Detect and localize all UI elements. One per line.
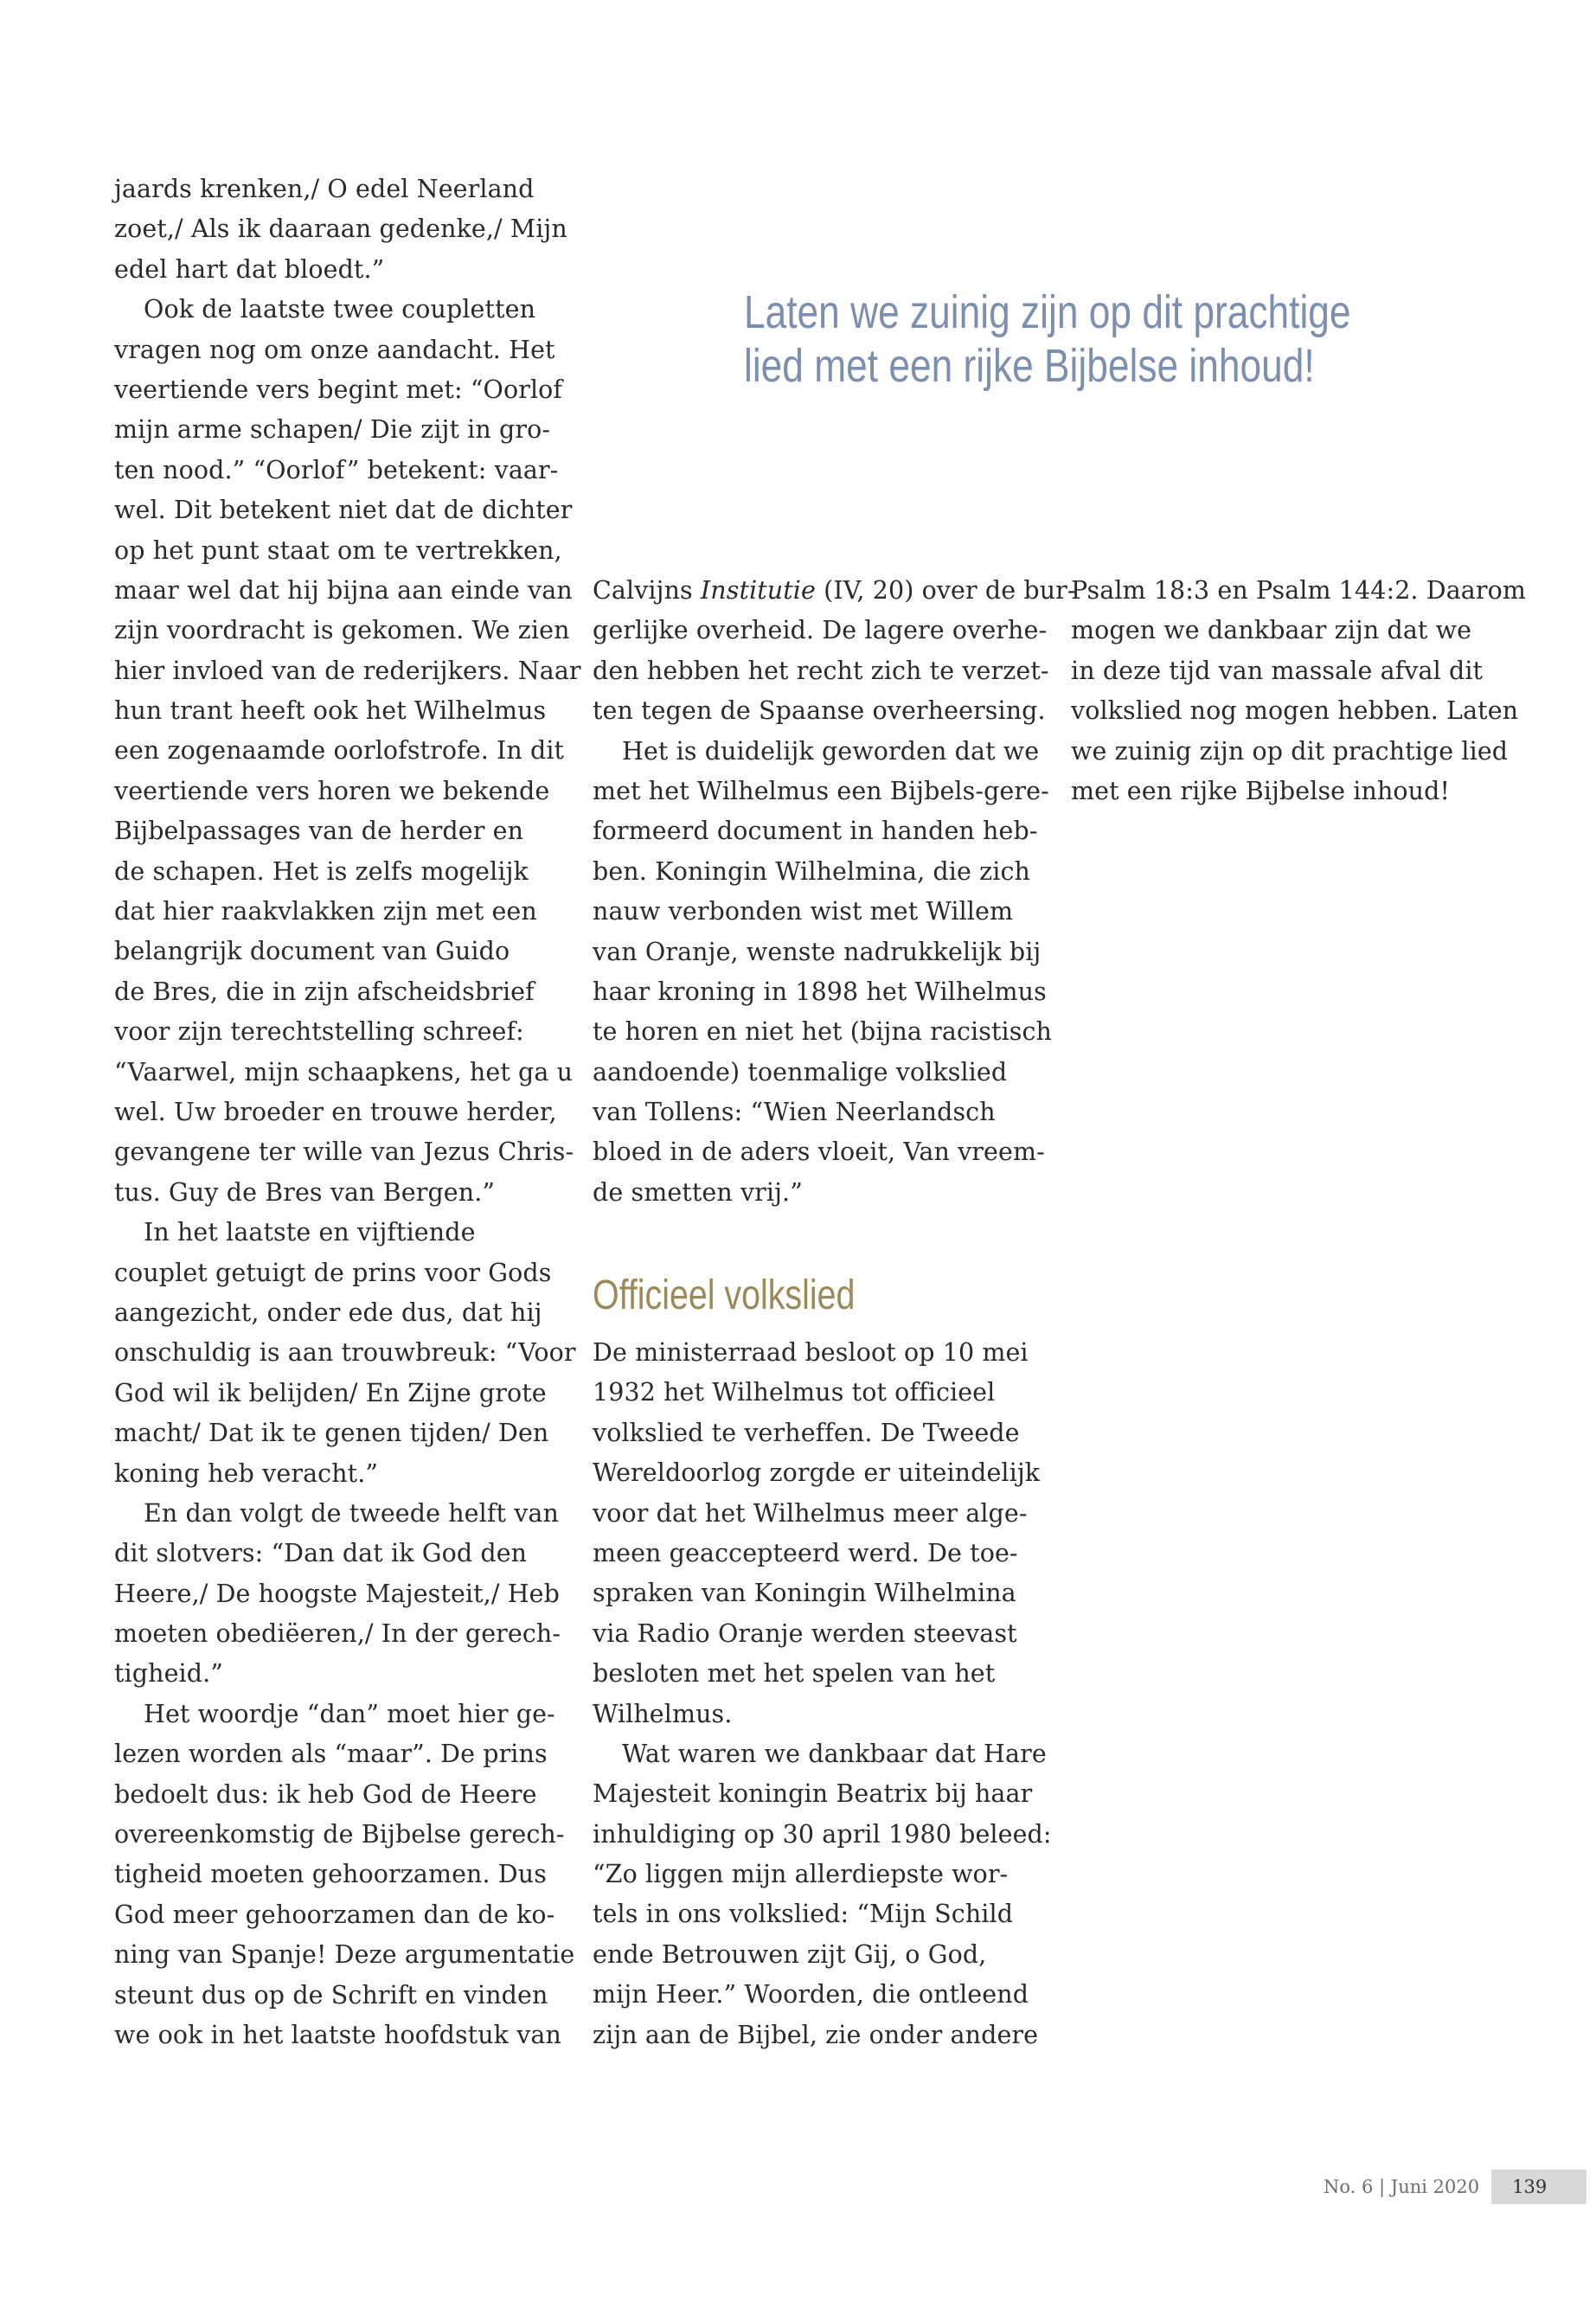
text-line: wel. Dit betekent niet dat de dichter [114,496,573,525]
text-line: koning heb veracht.” [114,1458,379,1488]
text-line: bloed in de aders vloeit, Van vreem- [593,1138,1045,1167]
text-line: Bijbelpassages van de herder en [114,817,524,846]
text-line: Het is duidelijk geworden dat we [622,736,1040,766]
text-line: ende Betrouwen zijt Gij, o God, [593,1939,987,1969]
text-line: Wereldoorlog zorgde er uiteindelijk [593,1458,1041,1488]
text-line: ten tegen de Spaanse overheersing. [593,696,1046,726]
text-line: we zuinig zijn op dit prachtige lied [1071,736,1509,766]
text-line: maar wel dat hij bijna aan einde van [114,575,573,605]
text-line: de schapen. Het is zelfs mogelijk [114,856,529,886]
text-line: we ook in het laatste hoofdstuk van [114,2020,561,2049]
text-line: dat hier raakvlakken zijn met een [114,897,537,926]
text-line: vragen nog om onze aandacht. Het [114,335,555,364]
text-line: Het woordje “dan” moet hier ge- [144,1699,555,1728]
text-line: “Zo liggen mijn allerdiepste wor- [593,1860,1009,1889]
text-line: zoet,/ Als ik daaraan gedenke,/ Mijn [114,215,567,244]
text-line: spraken van Koningin Wilhelmina [593,1579,1016,1608]
text-line: volkslied te verheffen. De Tweede [593,1418,1020,1447]
text-line: tus. Guy de Bres van Bergen.” [114,1177,496,1207]
text-line: de Bres, die in zijn afscheidsbrief [114,977,535,1006]
text-line: te horen en niet het (bijna racistisch [593,1017,1053,1047]
text-line: zijn voordracht is gekomen. We zien [114,616,570,645]
text-line: inhuldiging op 30 april 1980 beleed: [593,1819,1052,1849]
text-line: tigheid.” [114,1659,223,1689]
text-line: gevangene ter wille van Jezus Chris- [114,1138,574,1167]
text-line: hun trant heeft ook het Wilhelmus [114,696,547,726]
text-line: mijn arme schapen/ Die zijt in gro- [114,415,551,445]
text-line: Wat waren we dankbaar dat Hare [622,1739,1047,1768]
text-line: via Radio Oranje werden steevast [593,1618,1017,1648]
text-line: mijn Heer.” Woorden, die ontleend [593,1980,1029,2009]
text-line: In het laatste en vijftiende [144,1218,476,1247]
text-line: jaards krenken,/ O edel Neerland [114,175,535,203]
text-line: aangezicht, onder ede dus, dat hij [114,1298,542,1327]
pull-quote-line: Laten we zuinig zijn op dit prachtige [744,286,1351,338]
text-line: van Oranje, wenste nadrukkelijk bij [593,937,1042,966]
text-line: steunt dus op de Schrift en vinden [114,1980,548,2009]
page-footer [1324,2170,1586,2204]
text-line: hier invloed van de rederijkers. Naar [114,656,581,685]
text-line: God wil ik belijden/ En Zijne grote [114,1378,547,1407]
text-line: volkslied nog mogen hebben. Laten [1071,696,1519,726]
text-line: ben. Koningin Wilhelmina, die zich [593,856,1030,886]
text-line: Majesteit koningin Beatrix bij haar [593,1779,1033,1809]
text-column-left [114,170,581,2055]
text-line: veertiende vers horen we bekende [114,776,550,805]
text-line: gerlijke overheid. De lagere overhe- [593,616,1048,645]
text-line: lezen worden als “maar”. De prins [114,1740,548,1769]
text-line: op het punt staat om te vertrekken, [114,535,562,565]
text-column-middle [593,571,1076,1213]
text-line: macht/ Dat ik te genen tijden/ Den [114,1419,549,1448]
text-line: 1932 het Wilhelmus tot officieel [593,1378,996,1407]
text-line: God meer gehoorzamen dan de ko- [114,1900,555,1929]
text-column-right [1071,571,1526,811]
text-line: besloten met het spelen van het [593,1659,996,1689]
text-line: couplet getuigt de prins voor Gods [114,1258,552,1287]
text-line: van Tollens: “Wien Neerlandsch [593,1098,996,1127]
text-line: Heere,/ De hoogste Majesteit,/ Heb [114,1579,560,1608]
book-title: Institutie [700,576,816,605]
text-line: moeten obediëeren,/ In der gerech- [114,1619,561,1649]
text-line: mogen we dankbaar zijn dat we [1071,616,1472,645]
text-line: Wilhelmus. [593,1699,733,1728]
text-line: in deze tijd van massale afval dit [1071,656,1484,685]
text-column-middle-section [593,1333,1052,2055]
text-line: wel. Uw broeder en trouwe herder, [114,1097,557,1126]
text-line: met een rijke Bijbelse inhoud! [1071,776,1451,805]
text-line: De ministerraad besloot op 10 mei [593,1338,1029,1367]
text-line: meen geaccepteerd werd. De toe- [593,1538,1018,1567]
text-line: onschuldig is aan trouwbreuk: “Voor [114,1338,576,1368]
text-line: bedoelt dus: ik heb God de Heere [114,1779,537,1809]
text-line: met het Wilhelmus een Bijbels-gere- [593,776,1049,805]
text-line: ning van Spanje! Deze argumentatie [114,1940,575,1970]
text-line: Calvijns Institutie (IV, 20) over de bur- [593,576,1076,605]
pull-quote [744,285,1351,393]
text-line: overeenkomstig de Bijbelse gerech- [114,1820,565,1849]
text-line: tels in ons volkslied: “Mijn Schild [593,1900,1014,1929]
text-line: edel hart dat bloedt.” [114,254,385,284]
text-line: Psalm 18:3 en Psalm 144:2. Daarom [1071,576,1526,605]
text-line: voor zijn terechtstelling schreef: [114,1017,524,1047]
text-line: zijn aan de Bijbel, zie onder andere [593,2020,1039,2049]
text-line: een zogenaamde oorlofstrofe. In dit [114,736,565,766]
text-line: veertiende vers begint met: “Oorlof [114,375,563,404]
text-line: haar kroning in 1898 het Wilhelmus [593,977,1047,1006]
text-line: voor dat het Wilhelmus meer alge- [593,1498,1028,1528]
text-line: “Vaarwel, mijn schaapkens, het ga u [114,1057,574,1086]
text-line: tigheid moeten gehoorzamen. Dus [114,1860,547,1889]
text-line: den hebben het recht zich te verzet- [593,656,1049,685]
text-line: dit slotvers: “Dan dat ik God den [114,1539,528,1568]
text-line: ten nood.” “Oorlof” betekent: vaar- [114,455,559,484]
text-line: Ook de laatste twee coupletten [144,295,536,324]
text-line: nauw verbonden wist met Willem [593,897,1014,926]
pull-quote-line: lied met een rijke Bijbelse inhoud! [744,340,1315,392]
text-line: belangrijk document van Guido [114,937,510,966]
text-line: En dan volgt de tweede helft van [144,1498,559,1528]
text-line: aandoende) toenmalige volkslied [593,1057,1008,1086]
issue-info: No. 6 | Juni 2020 [1324,2176,1480,2197]
text-line: de smetten vrij.” [593,1177,803,1207]
section-heading: Officieel volkslied [593,1272,856,1318]
page-number: 139 [1491,2170,1586,2204]
text-line: formeerd document in handen heb- [593,817,1038,846]
